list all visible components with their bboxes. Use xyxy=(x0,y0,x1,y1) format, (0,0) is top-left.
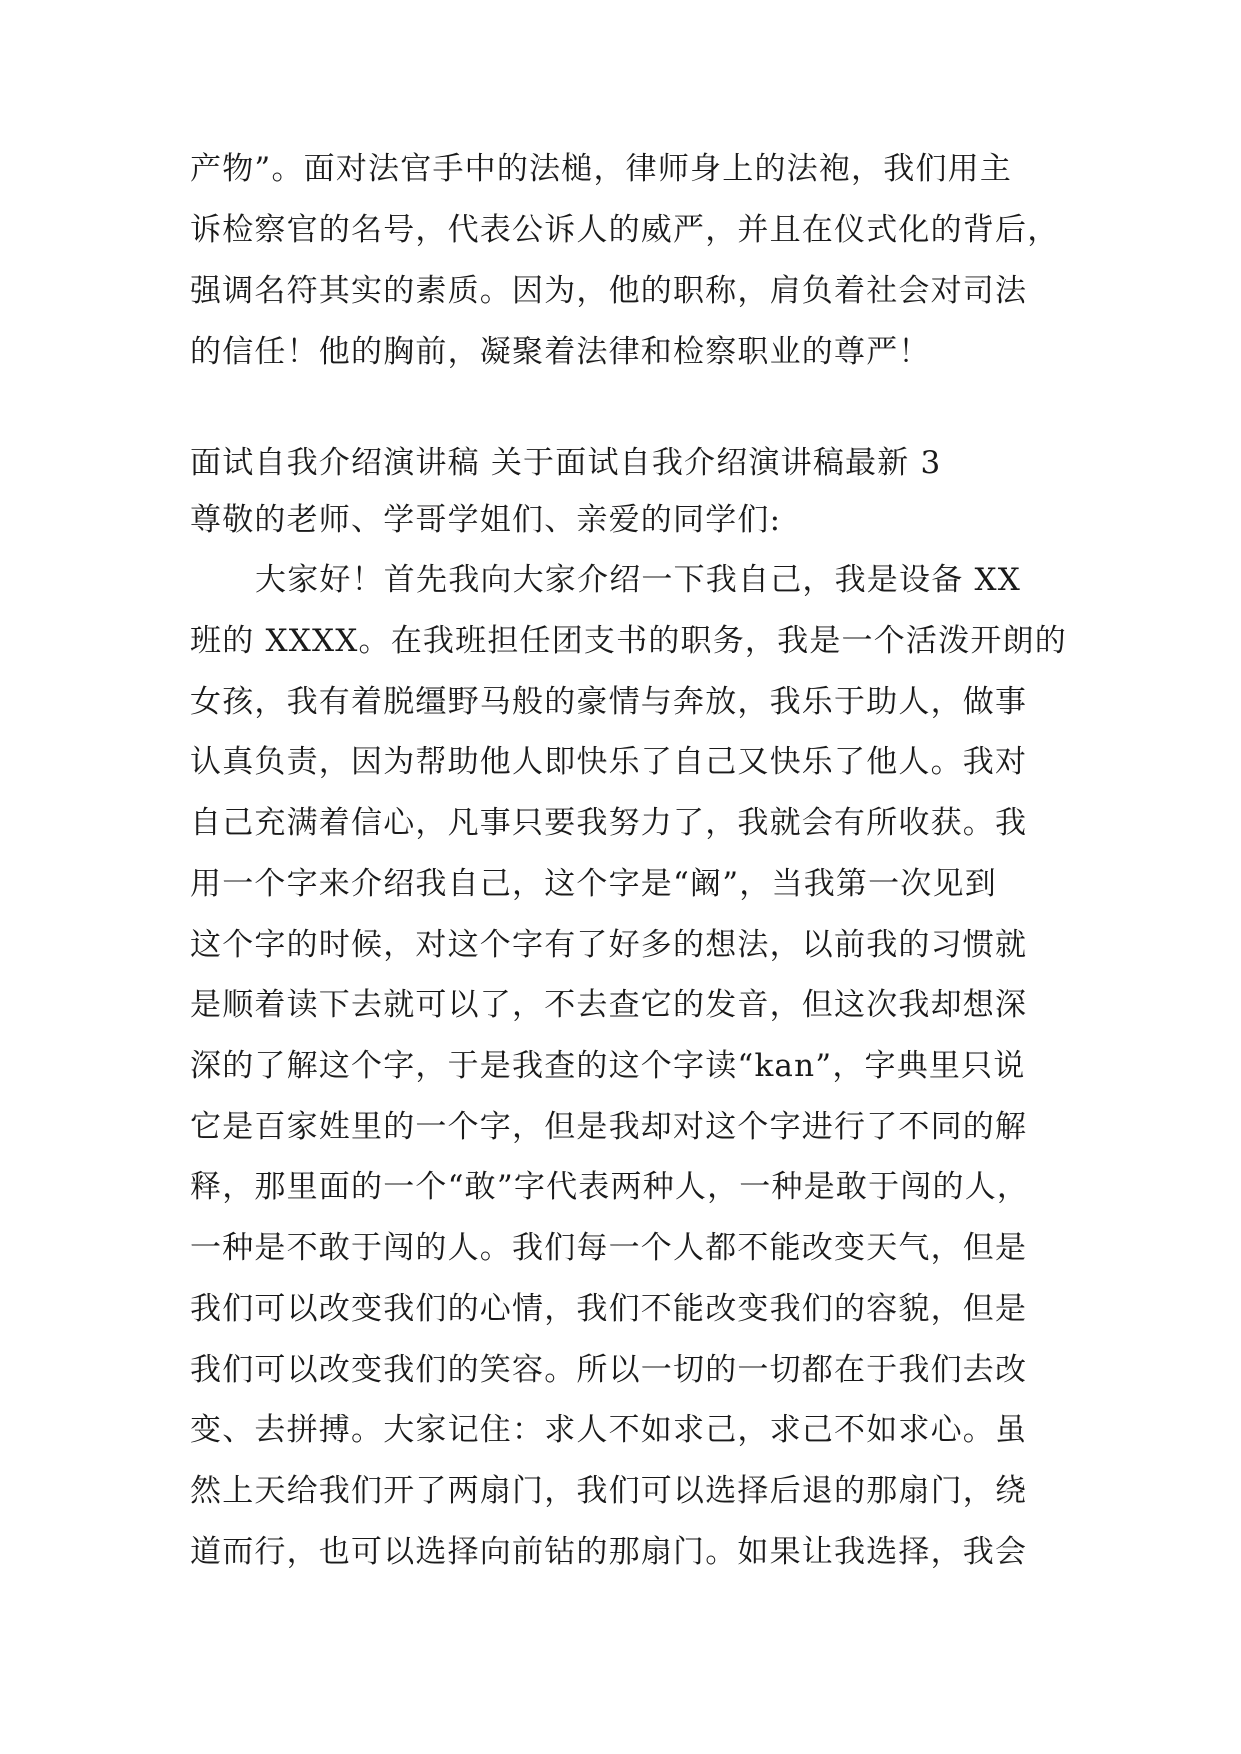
body-line: 这个字的时候，对这个字有了好多的想法，以前我的习惯就 xyxy=(190,927,1028,963)
section-title: 面试自我介绍演讲稿 关于面试自我介绍演讲稿最新 3 xyxy=(190,445,942,481)
body-line: 女孩，我有着脱缰野马般的豪情与奔放，我乐于助人，做事 xyxy=(190,684,1028,720)
body-line: 它是百家姓里的一个字，但是我却对这个字进行了不同的解 xyxy=(190,1109,1028,1145)
body-line: 道而行，也可以选择向前钻的那扇门。如果让我选择，我会 xyxy=(190,1534,1028,1570)
body-line: 释，那里面的一个“敢”字代表两种人，一种是敢于闯的人， xyxy=(190,1169,1030,1205)
intro-line: 的信任！他的胸前，凝聚着法律和检察职业的尊严！ xyxy=(190,334,931,370)
body-line: 然上天给我们开了两扇门，我们可以选择后退的那扇门，绕 xyxy=(190,1473,1028,1509)
body-line: 用一个字来介绍我自己，这个字是“阚”，当我第一次见到 xyxy=(190,866,997,902)
body-line: 自己充满着信心，凡事只要我努力了，我就会有所收获。我 xyxy=(190,805,1028,841)
intro-line: 强调名符其实的素质。因为，他的职称，肩负着社会对司法 xyxy=(190,273,1028,309)
salutation: 尊敬的老师、学哥学姐们、亲爱的同学们: xyxy=(190,502,782,538)
intro-line: 诉检察官的名号，代表公诉人的威严，并且在仪式化的背后， xyxy=(190,212,1060,248)
body-line: 我们可以改变我们的心情，我们不能改变我们的容貌，但是 xyxy=(190,1291,1028,1327)
body-line: 班的 XXXX。在我班担任团支书的职务，我是一个活泼开朗的 xyxy=(190,623,1067,659)
body-line: 我们可以改变我们的笑容。所以一切的一切都在于我们去改 xyxy=(190,1352,1028,1388)
intro-line: 产物”。面对法官手中的法槌，律师身上的法袍，我们用主 xyxy=(190,151,1013,187)
body-line: 是顺着读下去就可以了，不去查它的发音，但这次我却想深 xyxy=(190,987,1028,1023)
body-line: 一种是不敢于闯的人。我们每一个人都不能改变天气，但是 xyxy=(190,1230,1028,1266)
body-line: 认真负责，因为帮助他人即快乐了自己又快乐了他人。我对 xyxy=(190,744,1028,780)
body-line: 变、去拼搏。大家记住：求人不如求己，求己不如求心。虽 xyxy=(190,1412,1028,1448)
body-line: 深的了解这个字，于是我查的这个字读“kan”，字典里只说 xyxy=(190,1048,1026,1084)
body-line: 大家好！首先我向大家介绍一下我自己，我是设备 XX xyxy=(255,562,1021,598)
